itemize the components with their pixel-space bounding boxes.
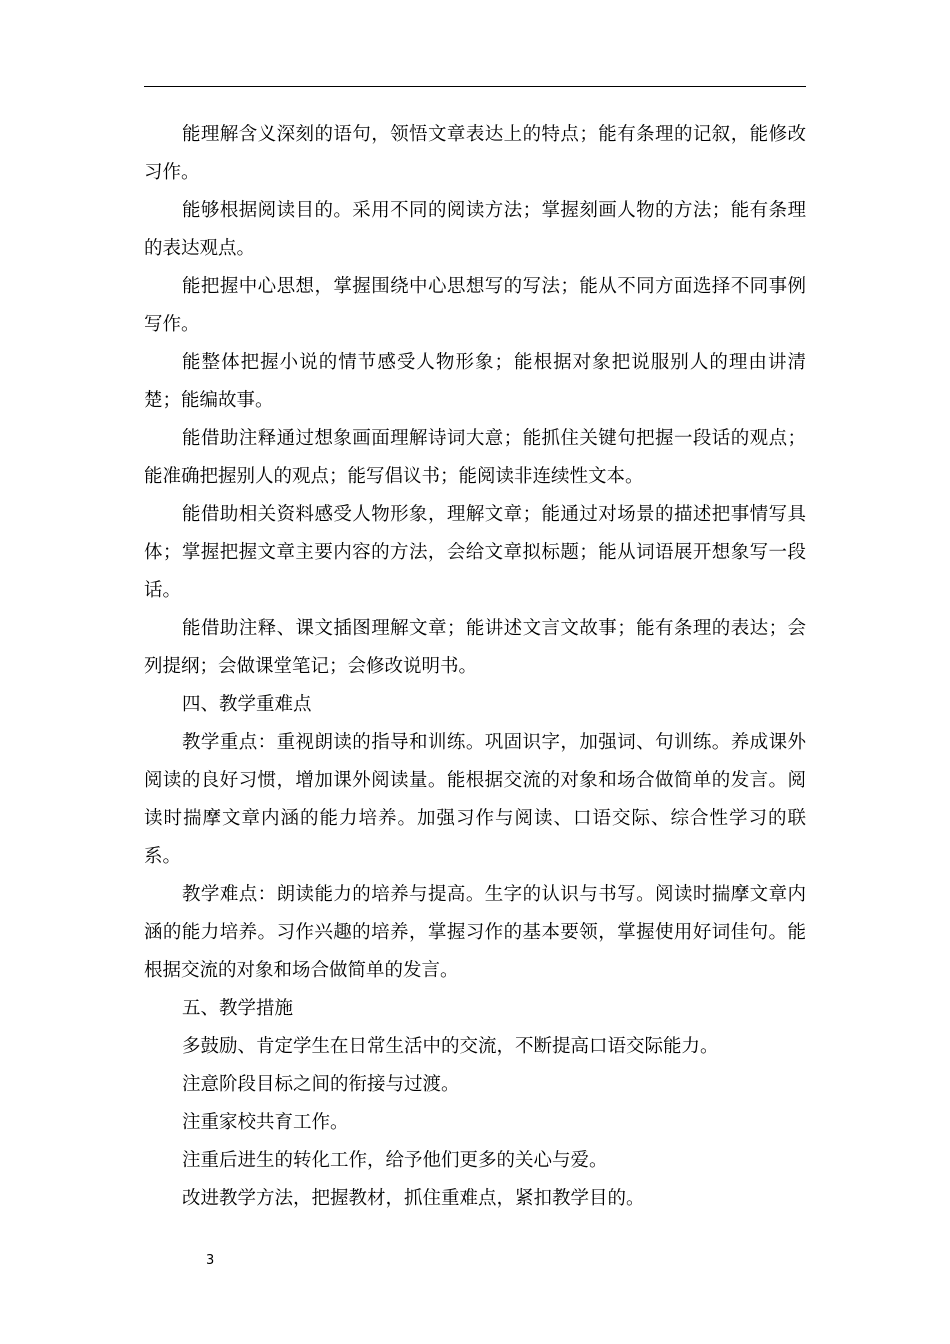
- paragraph: 能理解含义深刻的语句，领悟文章表达上的特点；能有条理的记叙，能修改习作。: [144, 124, 806, 183]
- paragraph: 能够根据阅读目的。采用不同的阅读方法；掌握刻画人物的方法；能有条理的表达观点。: [144, 200, 806, 259]
- paragraph: 注重后进生的转化工作，给予他们更多的关心与爱。: [182, 1150, 608, 1171]
- paragraph: 教学难点：朗读能力的培养与提高。生字的认识与书写。阅读时揣摩文章内涵的能力培养。习作兴趣的培养，掌握习作的基本要领，掌握使用好词佳句。能根据交流的对象和场合做简单的发言。: [144, 884, 806, 981]
- document-body: [144, 116, 806, 1218]
- paragraph: 教学重点：重视朗读的指导和训练。巩固识字，加强词、句训练。养成课外阅读的良好习惯，增加课外阅读量。能根据交流的对象和场合做简单的发言。阅读时揣摩文章内涵的能力培养。加强习作与阅读、口语交际、综合性学习的联系。: [144, 732, 806, 867]
- paragraph: 能把握中心思想，掌握围绕中心思想写的写法；能从不同方面选择不同事例写作。: [144, 276, 806, 335]
- section-heading: 五、教学措施: [182, 998, 294, 1019]
- paragraph: 能借助相关资料感受人物形象，理解文章；能通过对场景的描述把事情写具体；掌握把握文章主要内容的方法，会给文章拟标题；能从词语展开想象写一段话。: [144, 504, 806, 601]
- paragraph: 多鼓励、肯定学生在日常生活中的交流，不断提高口语交际能力。: [182, 1036, 719, 1057]
- page-number: 3: [206, 1253, 215, 1268]
- header-rule: [144, 86, 806, 87]
- paragraph: 改进教学方法，把握教材，抓住重难点，紧扣教学目的。: [182, 1188, 645, 1209]
- paragraph: 注重家校共育工作。: [182, 1112, 349, 1133]
- paragraph: 能借助注释通过想象画面理解诗词大意；能抓住关键句把握一段话的观点；能准确把握别人的观点；能写倡议书；能阅读非连续性文本。: [144, 428, 806, 487]
- paragraph: 能整体把握小说的情节感受人物形象；能根据对象把说服别人的理由讲清楚；能编故事。: [144, 352, 806, 411]
- section-heading: 四、教学重难点: [182, 694, 312, 715]
- paragraph: 能借助注释、课文插图理解文章；能讲述文言文故事；能有条理的表达；会列提纲；会做课堂笔记；会修改说明书。: [144, 618, 806, 677]
- paragraph: 注意阶段目标之间的衔接与过渡。: [182, 1074, 460, 1095]
